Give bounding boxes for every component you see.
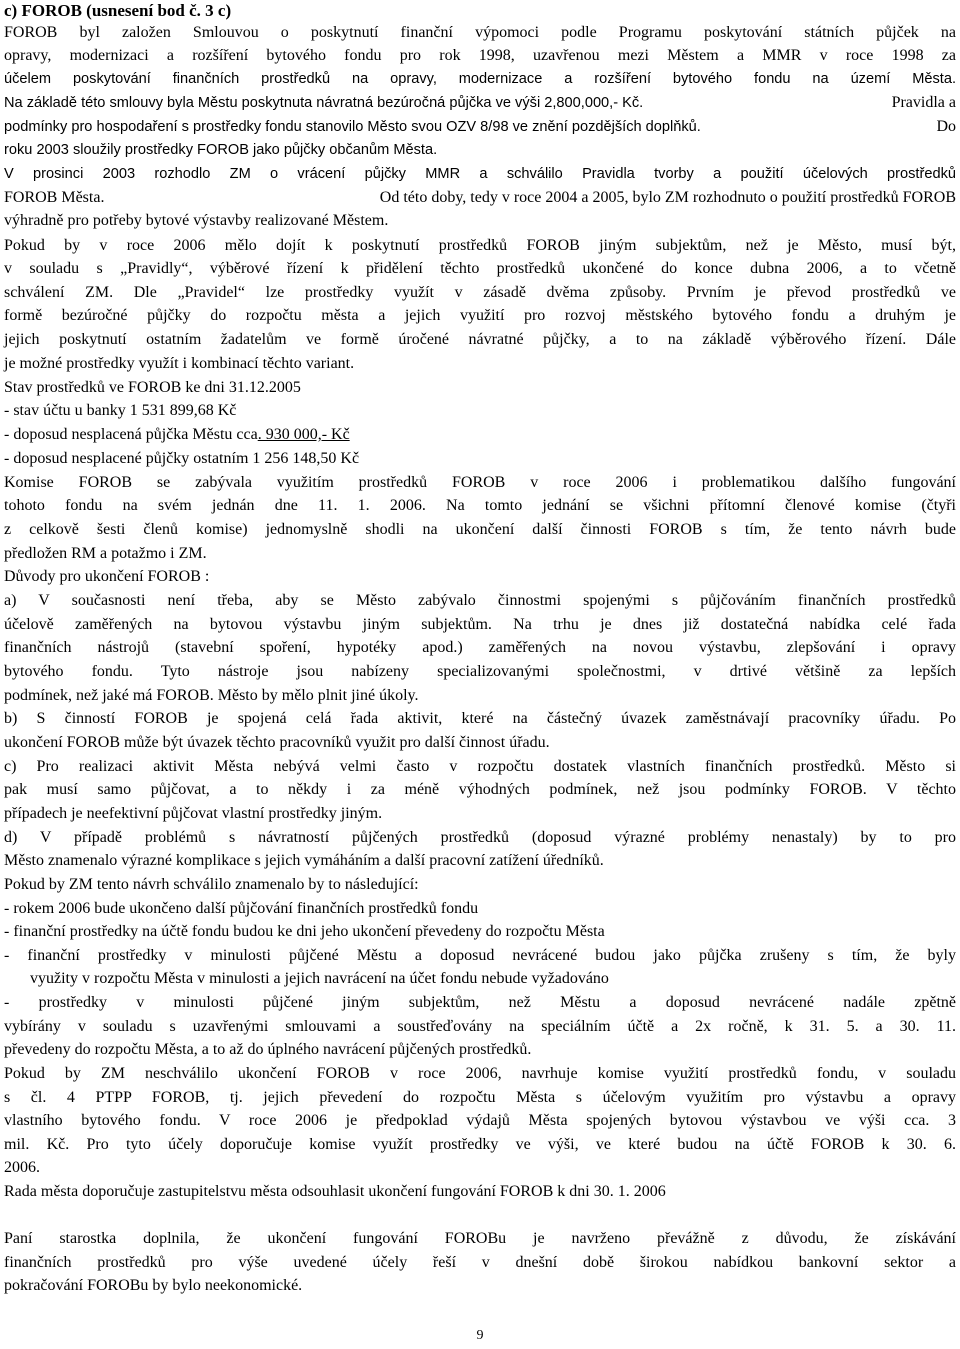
line-fragment: Od této doby, tedy v roce 2004 a 2005, bylo ZM rozhodnuto o použití prostředků FOROB [379,189,956,206]
paragraph-line: vlastního bytového fondu. V roce 2006 je předpoklad výdajů Města spojených bytovou výstavbou ve výši cca. 3 [4,1112,956,1129]
section-heading: c) FOROB (usnesení bod č. 3 c) [4,1,232,20]
reason-line: účelově zaměřených na bytovou výstavbu jiným subjektům. Na trhu je dnes již dostatečná nabídka celé řada [4,616,956,633]
paragraph-line: schválení ZM. Dle „Pravidel“ lze prostředky využít v zásadě dvěma způsoby. Prvním je převod prostředků ve [4,284,956,301]
consequence-item: - finanční prostředky v minulosti půjčené Městu a doposud nevrácené budou jako půjčka zrušeny s tím, že byly [4,947,956,964]
paragraph-line: tohoto fondu na svém jednán dne 11. 1. 2006. Na tomto jednání se všichni přítomní členové komise (čtyři [4,497,956,514]
paragraph-line: finančních prostředků pro výše uvedené účely řeší v dnešní době širokou nabídkou bankovní sektor a [4,1254,956,1271]
paragraph-line [4,116,956,138]
line-fragment: Do [936,118,956,135]
paragraph-line: předložen RM a potažmo i ZM. [4,545,207,562]
balance-item: - stav účtu u banky 1 531 899,68 Kč [4,402,237,419]
reason-line: ukončení FOROB může být úvazek těchto pracovníků využit pro další činnost úřadu. [4,734,550,751]
paragraph-line: opravy, modernizaci a rozšíření bytového fondu pro rok 1998, uzavřenou mezi Městem a MMR v roce 1998 za [4,47,956,64]
consequence-item: převedeny do rozpočtu Města, a to až do úplného navrácení půjčených prostředků. [4,1041,532,1058]
reason-line: a) V současnosti není třeba, aby se Město zabývalo činnostmi spojenými s půjčováním finančních prostředků [4,592,956,609]
paragraph-line: FOROB byl založen Smlouvou o poskytnutí finanční výpomoci podle Programu poskytování státních půjček na [4,24,956,41]
line-fragment: podmínky pro hospodaření s prostředky fondu stanovilo Město svou OZV 8/98 ve znění pozdějších doplňků. [4,119,701,135]
paragraph-line: Pokud by ZM tento návrh schválilo znamenalo by to následující: [4,876,419,893]
paragraph-line: formě bezúročné půjčky do rozpočtu města a jejich využití pro rozvoj městského bytového fondu a druhým je [4,307,956,324]
reason-line: b) S činností FOROB je spojená celá řada aktivit, které na částečný úvazek zaměstnávají pracovníky úřadu. Po [4,710,956,727]
paragraph-line: Pokud by v roce 2006 mělo dojít k poskytnutí prostředků FOROB jiným subjektům, než je Město, musí být, [4,237,956,254]
balance-item: - doposud nesplacené půjčky ostatním 1 256 148,50 Kč [4,450,360,467]
paragraph-line: s čl. 4 PTPP FOROB, tj. jejich převedení do rozpočtu Města s účelovým využitím pro výstavbu a opravy [4,1089,956,1106]
reasons-heading: Důvody pro ukončení FOROB : [4,568,210,585]
reason-line: d) V případě problémů s návratností půjčených prostředků (doposud výrazné problémy nenastaly) by to pro [4,829,956,846]
line-fragment: - doposud nesplacená půjčka Městu cca [4,426,258,443]
paragraph-line: 2006. [4,1159,40,1176]
line-fragment: Na základě této smlouvy byla Městu poskytnuta návratná bezúročná půjčka ve výši 2,800,000,- Kč. [4,95,644,111]
paragraph-line: mil. Kč. Pro tyto účely doporučuje komise využít prostředky ve výši, ve které budou na účtě FOROB k 30. 6. [4,1136,956,1153]
paragraph-line: je možné prostředky využít i kombinací těchto variant. [4,355,355,372]
reason-line: Město znamenalo výrazné komplikace s jejich vymáháním a další pracovní zatížení úředníků. [4,852,604,869]
reason-line: bytového fondu. Tyto nástroje jsou nabízeny specializovanými společnostmi, v drtivé většině za lepších [4,663,956,680]
consequence-item: - rokem 2006 bude ukončeno další půjčování finančních prostředků fondu [4,900,479,917]
paragraph-line: Paní starostka doplnila, že ukončení fungování FOROBu je navrženo převážně z důvodu, že získávání [4,1230,956,1247]
paragraph-line: výhradně pro potřeby bytové výstavby realizované Městem. [4,212,389,229]
reason-line: finančních nástrojů (stavební spoření, hypotéky apod.) zaměřených na novou výstavbu, zlepšování i opravy [4,639,956,656]
reason-line: podmínek, než jaké má FOROB. Město by mělo plnit jiné úkoly. [4,687,419,704]
line-fragment: FOROB Města. [4,189,105,206]
consequence-item: vybírány v souladu s uzavřenými smlouvami a soustřeďovány na speciálním účtě a 2x ročně, k 31. 5. a 30. 11. [4,1018,956,1035]
paragraph-line: roku 2003 sloužily prostředky FOROB jako půjčky občanům Města. [4,142,438,158]
consequence-item: využity v rozpočtu Města v minulosti a jejich navrácení na účet fondu nebude vyžadováno [30,970,609,987]
reason-line: c) Pro realizaci aktivit Města nebývá velmi často v rozpočtu dostatek vlastních finančních prostředků. Město si [4,758,956,775]
reason-line: pak musí samo půjčovat, a to někdy i za méně výhodných podmínek, než jsou podmínky FOROB. V těchto [4,781,956,798]
paragraph-line: Komise FOROB se zabývala využitím prostředků FOROB v roce 2006 i problematikou dalšího fungování [4,474,956,491]
line-fragment: Pravidla a [891,94,956,111]
reason-line: případech je neefektivní půjčovat vlastní prostředky jiným. [4,805,383,822]
paragraph-line: v souladu s „Pravidly“, výběrové řízení k přidělení těchto prostředků ukončené do konce dubna 2006, a to včetně [4,260,956,277]
balance-item [4,424,956,446]
paragraph-line: účelem poskytování finančních prostředků na opravy, modernizace a rozšíření bytového fondu na území Města. [4,71,956,87]
consequence-item: - prostředky v minulosti půjčené jiným subjektům, než Městu a doposud nevrácené nadále zpětně [4,994,956,1011]
consequence-item: - finanční prostředky na účtě fondu budou ke dni jeho ukončení převedeny do rozpočtu Města [4,923,605,940]
paragraph-line: jejich poskytnutí ostatním žadatelům ve formě úročené návratné půjčky, a to na základě výběrového řízení. Dále [4,331,956,348]
paragraph-line: pokračování FOROBu by bylo neekonomické. [4,1277,303,1294]
balance-heading: Stav prostředků ve FOROB ke dni 31.12.2005 [4,379,301,396]
paragraph-line: Pokud by ZM neschválilo ukončení FOROB v roce 2006, navrhuje komise využití prostředků fondu, v souladu [4,1065,956,1082]
paragraph-line: z celkově šesti členů komise) jednomyslně shodli na ukončení další činnosti FOROB s tím, že tento návrh bude [4,521,956,538]
paragraph-line [4,92,956,114]
paragraph-line: V prosinci 2003 rozhodlo ZM o vrácení půjčky MMR a schválilo Pravidla tvorby a použití účelových prostředků [4,166,956,182]
recommendation-line: Rada města doporučuje zastupitelstvu města odsouhlasit ukončení fungování FOROB k dni 30. 1. 2006 [4,1183,666,1200]
page-number: 9 [476,1328,484,1343]
paragraph-line [4,187,956,209]
underlined-amount: . 930 000,- Kč [257,426,350,443]
